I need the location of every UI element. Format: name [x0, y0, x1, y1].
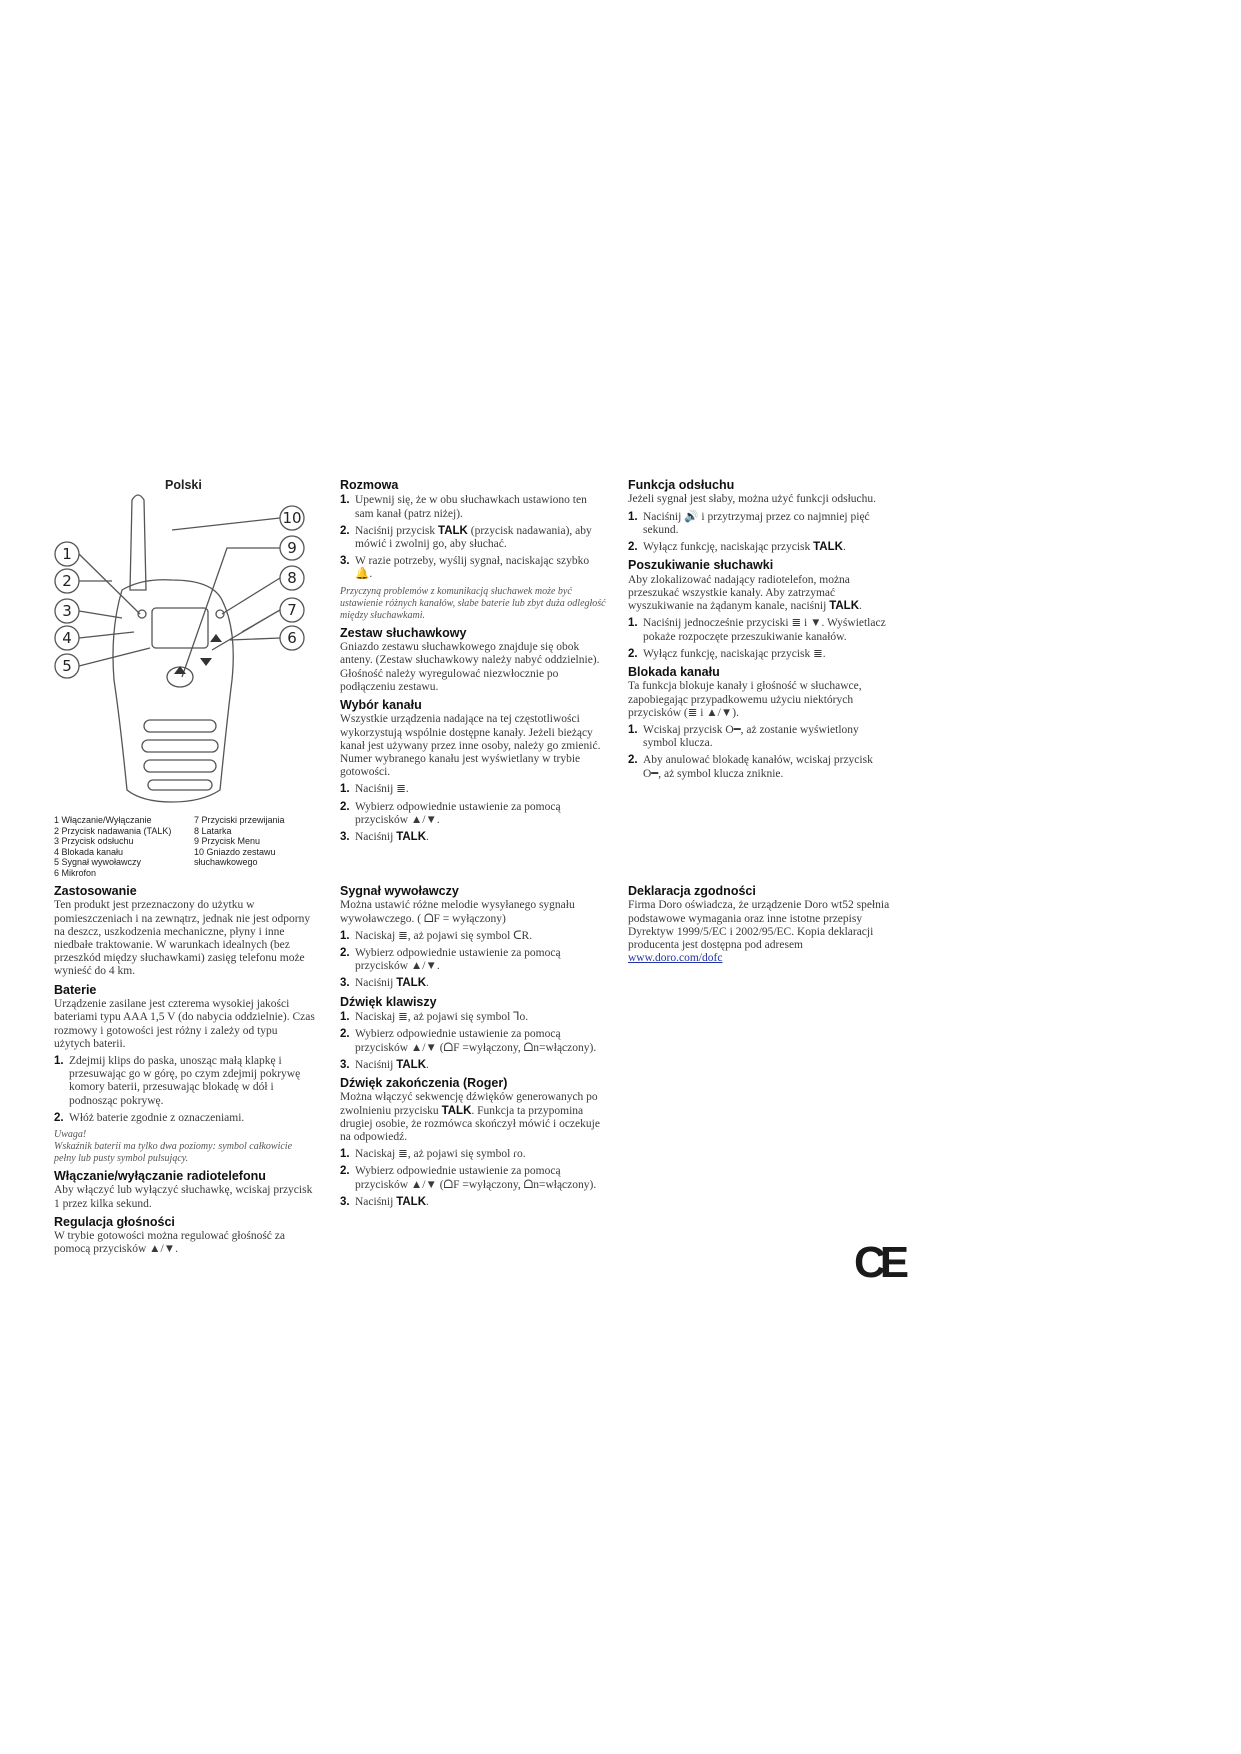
step: 3. Naciśnij TALK. [340, 1058, 429, 1071]
callout-1: 1 [62, 545, 72, 563]
callout-10: 10 [282, 509, 302, 527]
step: 2. Wybierz odpowiednie ustawienie za pomocą przycisków ▲/▼. [340, 800, 561, 826]
section-heading: Rozmowa [340, 478, 399, 492]
paragraph: Wszystkie urządzenia nadające na tej częstotliwości wykorzystują wspólnie dostępne kanały. Jeżeli bieżący kanał jest używany przez inne osoby, należy go zmienić. Numer wybranego kanału jest wyświetlany w trybie gotowości. [340, 713, 601, 779]
callout-5: 5 [62, 657, 72, 675]
step: 1. Naciśnij 🔊 i przytrzymaj przez co najmniej pięć sekund. [628, 510, 870, 536]
legend-item: 8 Latarka [194, 825, 232, 836]
paragraph: Jeżeli sygnał jest słaby, można użyć funkcji odsłuchu. [628, 493, 877, 506]
note-title: Uwaga! [54, 1129, 87, 1141]
section-heading: Dźwięk klawiszy [340, 994, 437, 1009]
legend-item: 2 Przycisk nadawania (TALK) [54, 825, 172, 836]
step: 2. Naciśnij przycisk TALK (przycisk nadawania), aby mówić i zwolnij go, aby słuchać. [340, 524, 592, 551]
note-text: Przyczyną problemów z komunikacją słuchawek może być ustawienie różnych kanałów, słabe baterie lub zbyt duża odległość między słuchawkami. [340, 585, 606, 621]
callout-4: 4 [62, 629, 72, 647]
paragraph: W trybie gotowości można regulować głośność za pomocą przycisków ▲/▼. [54, 1230, 285, 1256]
legend-item: 7 Przyciski przewijania [194, 815, 285, 825]
paragraph: Gniazdo zestawu słuchawkowego znajduje się obok anteny. (Zestaw słuchawkowy należy nabyć oddzielnie). Głośność należy wyregulować niezwłocznie po podłączeniu zestawu. [340, 641, 600, 693]
paragraph: Ta funkcja blokuje kanały i głośność w słuchawce, zapobiegając przypadkowemu użyciu niektórych przycisków (≣ i ▲/▼). [628, 680, 862, 719]
section-heading: Funkcja odsłuchu [628, 478, 735, 492]
step: 2. Wybierz odpowiednie ustawienie za pomocą przycisków ▲/▼ (ᗝF =wyłączony, ᗝn=włączony). [340, 1028, 597, 1054]
paragraph: Aby zlokalizować nadający radiotelefon, można przeszukać wszystkie kanały. Aby zatrzymać wyszukiwanie na żądanym kanale, naciśnij TALK. [628, 573, 862, 613]
column-1 [54, 884, 316, 1261]
section-heading: Deklaracja zgodności [628, 884, 756, 898]
callout-9: 9 [287, 539, 297, 557]
step: 3. Naciśnij TALK. [340, 831, 429, 844]
doro-link[interactable]: www.doro.com/dofc [628, 952, 723, 965]
device-illustration [52, 490, 312, 805]
section-heading: Zestaw słuchawkowy [340, 625, 467, 640]
step: 1. Upewnij się, że w obu słuchawkach ustawiono ten sam kanał (patrz niżej). [340, 494, 587, 520]
step: 1. Naciskaj ≣, aż pojawi się symbol ɾo. [340, 1148, 526, 1161]
step: 2. Wybierz odpowiednie ustawienie za pomocą przycisków ▲/▼ (ᗝF =wyłączony, ᗝn=włączony). [340, 1165, 597, 1191]
section-heading: Blokada kanału [628, 664, 720, 679]
down-arrow-icon [200, 658, 212, 666]
legend-item: 1 Włączanie/Wyłączanie [54, 815, 152, 825]
legend-item: 10 Gniazdo zestawu [194, 846, 276, 857]
callout-3: 3 [62, 602, 72, 620]
legend-item: 9 Przycisk Menu [194, 836, 261, 846]
section-heading: Regulacja głośności [54, 1214, 175, 1229]
section-heading: Zastosowanie [54, 884, 137, 898]
step: 3. Naciśnij TALK. [340, 1195, 429, 1208]
step: 2. Aby anulować blokadę kanałów, wciskaj przycisk O━, aż symbol klucza zniknie. [628, 754, 873, 780]
step: 1. Zdejmij klips do paska, unosząc małą klapkę i przesuwając go w górę, po czym zdejmij pokrywę komory baterii, przesuwając blokadę w dół i podnosząc pokrywę. [54, 1054, 301, 1107]
callout-8: 8 [287, 569, 297, 587]
step: 1. Wciskaj przycisk O━, aż zostanie wyświetlony symbol klucza. [628, 723, 859, 750]
column-3-bottom [628, 884, 890, 969]
paragraph: Można ustawić różne melodie wysyłanego sygnału wywoławczego. ( ᗝF = wyłączony) [340, 899, 575, 925]
step: 2. Wyłącz funkcję, naciskając przycisk ≣. [628, 647, 826, 660]
paragraph: Można włączyć sekwencję dźwięków generowanych po zwolnieniu przycisku TALK. Funkcja ta przypomina drugiej osobie, że rozmówca skończył mówić i oczekuje na odpowiedź. [340, 1091, 600, 1143]
step: 2. Włóż baterie zgodnie z oznaczeniami. [54, 1111, 245, 1124]
section-heading: Dźwięk zakończenia (Roger) [340, 1075, 508, 1090]
section-heading: Baterie [54, 982, 97, 997]
callout-6: 6 [287, 629, 297, 647]
step: 3. Naciśnij TALK. [340, 977, 429, 990]
language-title: Polski [165, 478, 202, 492]
section-heading: Poszukiwanie słuchawki [628, 558, 774, 573]
paragraph: Aby włączyć lub wyłączyć słuchawkę, wciskaj przycisk 1 przez kilka sekund. [54, 1184, 313, 1210]
ce-mark: CE [854, 1238, 904, 1287]
step: 2. Wybierz odpowiednie ustawienie za pomocą przycisków ▲/▼. [340, 947, 561, 973]
legend-item: 4 Blokada kanału [54, 846, 124, 857]
callout-7: 7 [287, 601, 297, 619]
paragraph: Urządzenie zasilane jest czterema wysokiej jakości bateriami typu AAA 1,5 V (do nabycia oddzielnie). Czas rozmowy i gotowości jest różny i zależy od typu użytych baterii. [54, 998, 315, 1050]
step: 1. Naciśnij ≣. [340, 783, 409, 796]
section-heading: Sygnał wywoławczy [340, 884, 459, 898]
section-heading: Wybór kanału [340, 697, 422, 712]
column-2-bottom [340, 884, 608, 1213]
callout-2: 2 [62, 572, 72, 590]
step: 1. Naciśnij jednocześnie przyciski ≣ i ▼. Wyświetlacz pokaże rozpoczęte przeszukiwanie kanałów. [628, 617, 886, 643]
column-2-top [340, 478, 608, 848]
step: 1. Naciskaj ≣, aż pojawi się symbol ᑕR. [340, 929, 533, 942]
step: 1. Naciskaj ≣, aż pojawi się symbol ꓶo. [340, 1011, 529, 1024]
legend-item: słuchawkowego [194, 857, 258, 867]
legend-item: 3 Przycisk odsłuchu [54, 836, 134, 846]
up-arrow-icon [210, 634, 222, 642]
paragraph: Ten produkt jest przeznaczony do użytku w pomieszczeniach i na zewnątrz, jednak nie jest odporny na deszcz, uszkodzenia mechaniczne, płyny i inne niedbałe traktowanie. W warunkach idealnych (bez przeszkód między słuchawkami) zasięg telefonu może wynieść do 4 km. [54, 899, 311, 978]
legend-item: 5 Sygnał wywoławczy [54, 857, 142, 867]
paragraph: Firma Doro oświadcza, że urządzenie Doro wt52 spełnia podstawowe wymagania oraz inne istotne przepisy Dyrektyw 1999/5/EC i 2002/95/EC. Kopia deklaracji producenta jest dostępna pod adresem www.doro.com/dofc [628, 899, 890, 965]
column-3-top [628, 478, 890, 785]
parts-legend [54, 815, 314, 878]
legend-item [194, 868, 314, 879]
legend-item: 6 Mikrofon [54, 867, 97, 878]
section-heading: Włączanie/wyłączanie radiotelefonu [54, 1169, 266, 1184]
step: 3. W razie potrzeby, wyślij sygnał, naciskając szybko 🔔. [340, 555, 590, 581]
step: 2. Wyłącz funkcję, naciskając przycisk TALK. [628, 541, 846, 554]
note-text: Wskaźnik baterii ma tylko dwa poziomy: symbol całkowicie pełny lub pusty symbol pulsujący. [54, 1141, 293, 1165]
